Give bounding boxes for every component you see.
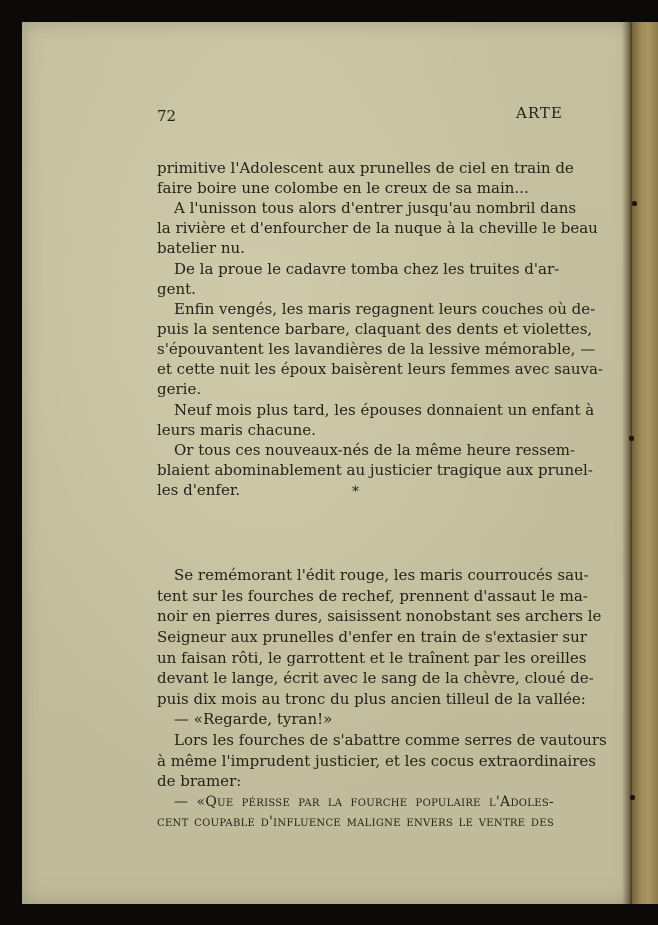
text-line: gerie.	[157, 380, 202, 398]
running-title: ARTE	[516, 104, 563, 122]
text-line: puis dix mois au tronc du plus ancien tilleul de la vallée:	[157, 690, 586, 708]
facing-page-edge	[628, 22, 658, 904]
text-line: de bramer:	[157, 772, 242, 790]
text-line: faire boire une colombe en le creux de sa main...	[157, 179, 529, 197]
text-line: leurs maris chacune.	[157, 421, 316, 439]
text-line: cent coupable d'influence maligne envers le ventre des	[157, 814, 554, 830]
page-gutter-shadow	[622, 22, 632, 904]
text-line: s'épouvantent les lavandières de la lessive mémorable, —	[157, 340, 596, 358]
text-line: Enfin vengés, les maris regagnent leurs couches où de-	[174, 300, 596, 318]
text-line: — «Regarde, tyran!»	[174, 710, 333, 728]
text-line: batelier nu.	[157, 239, 245, 257]
text-line: tent sur les fourches de rechef, prennent d'assaut le ma-	[157, 587, 588, 605]
text-line: De la proue le cadavre tomba chez les truites d'ar-	[174, 260, 560, 278]
text-line: Seigneur aux prunelles d'enfer en train de s'extasier sur	[157, 628, 587, 646]
text-line: noir en pierres dures, saisissent nonobstant ses archers le	[157, 607, 602, 625]
text-line: blaient abominablement au justicier tragique aux prunel-	[157, 461, 593, 479]
text-line: à même l'imprudent justicier, et les cocus extraordinaires	[157, 752, 596, 770]
text-line: Or tous ces nouveaux-nés de la même heure ressem-	[174, 441, 576, 459]
text-line: Lors les fourches de s'abattre comme serres de vautours	[174, 731, 607, 749]
text-line: Neuf mois plus tard, les épouses donnaient un enfant à	[174, 401, 595, 419]
page-number: 72	[157, 107, 177, 125]
text-line: Se remémorant l'édit rouge, les maris courroucés sau-	[174, 566, 589, 584]
text-line: gent.	[157, 280, 196, 298]
ink-mark	[632, 201, 637, 206]
text-line: puis la sentence barbare, claquant des dents et violettes,	[157, 320, 593, 338]
text-line: et cette nuit les époux baisèrent leurs femmes avec sauva-	[157, 360, 603, 378]
text-line: — «Que périsse par la fourche populaire l'Adoles-	[174, 794, 554, 810]
ink-mark	[629, 436, 634, 441]
text-line: la rivière et d'enfourcher de la nuque à la cheville le beau	[157, 219, 598, 237]
section-separator: *	[352, 484, 359, 500]
text-line: un faisan rôti, le garrottent et le traînent par les oreilles	[157, 649, 587, 667]
text-line: A l'unisson tous alors d'entrer jusqu'au nombril dans	[174, 199, 577, 217]
text-line: devant le lange, écrit avec le sang de la chèvre, cloué de-	[157, 669, 594, 687]
text-line: les d'enfer.	[157, 481, 241, 499]
ink-mark	[630, 795, 635, 800]
text-line: primitive l'Adolescent aux prunelles de ciel en train de	[157, 159, 574, 177]
